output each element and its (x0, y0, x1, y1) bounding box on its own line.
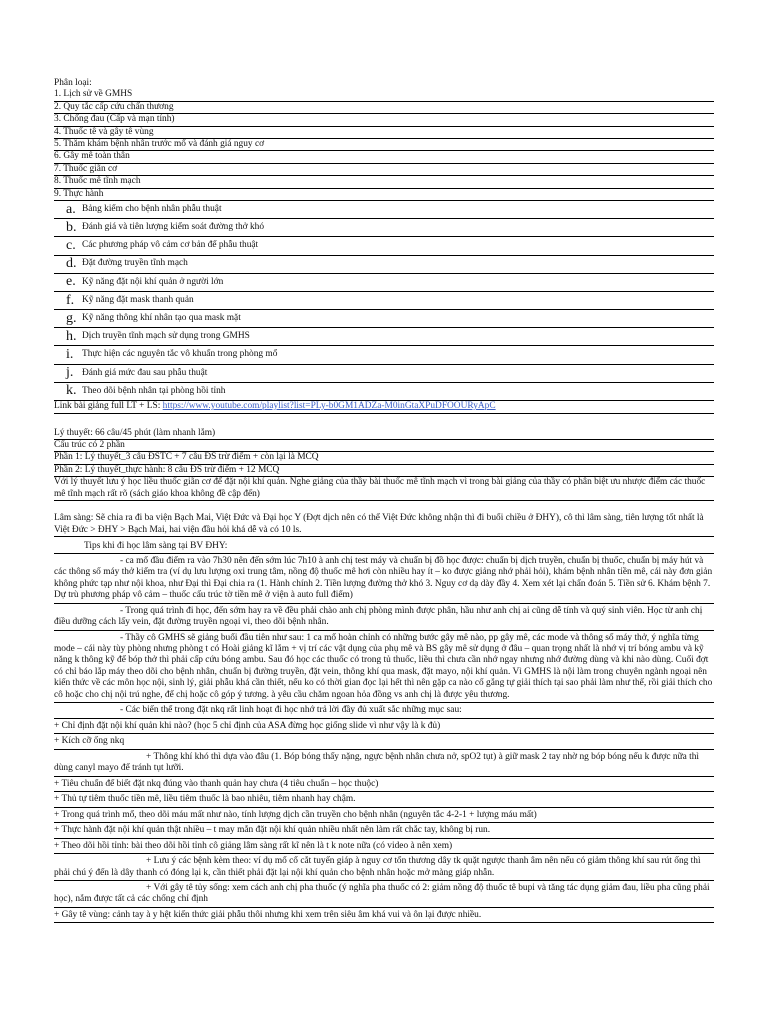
bullet-item: + Kích cỡ ống nkq (54, 734, 714, 749)
classification-list (54, 89, 714, 201)
sub-item-text: Dịch truyền tĩnh mạch sử dụng trong GMHS (82, 331, 250, 342)
sub-item-text: Kỹ năng thông khí nhân tạo qua mask mặt (82, 312, 241, 323)
list-item: 4. Thuốc tê và gây tê vùng (54, 127, 714, 139)
lecture-link-line (54, 401, 714, 413)
practice-sublist (54, 201, 714, 401)
bullet-item: + Thông khí khó thì dựa vào đâu (1. Bóp bóng thấy nặng, ngực bệnh nhân chưa nở, spO2 tụt) à giữ mask 2 tay nhờ ng bóp bóng nếu k được nữa thì dùng canyl mayo để tránh tụt lưỡi. (54, 750, 714, 777)
clinical-intro: Lâm sàng: Sẽ chia ra đi ba viện Bạch Mai, Việt Đức và Đại học Y (Đợt dịch nên có thể Việt Đức không nhận thì đi buổi chiều ở ĐHY), cô thì lâm sàng, tiên lượng tốt nhất là Việt Đức > ĐHY > Bạch Mai, hai viện đầu hỏi khá dễ và có 10 ls. (54, 513, 714, 537)
sub-item (54, 219, 714, 237)
sub-item (54, 237, 714, 255)
sub-item-text: Bảng kiểm cho bệnh nhân phẫu thuật (82, 203, 222, 214)
list-item: 8. Thuốc mê tĩnh mạch (54, 176, 714, 188)
bullet-item: + Chỉ định đặt nội khí quản khi nào? (học 5 chỉ định của ASA đừng học giống slide vì như vậy là k đủ) (54, 719, 714, 734)
sub-item-letter: g. (66, 310, 77, 326)
sub-item-text: Các phương pháp vô cảm cơ bản để phẫu thuật (82, 240, 259, 251)
sub-item-text: Theo dõi bệnh nhân tại phòng hồi tỉnh (82, 385, 226, 396)
sub-item-letter: e. (66, 274, 76, 290)
sub-item-letter: d. (66, 256, 77, 272)
bullet-item: + Gây tê vùng: cảnh tay à y hệt kiến thức giải phẫu thôi nhưng khi xem trên siêu âm khá vui và ôn lại được nhiều. (54, 908, 714, 923)
sub-item (54, 201, 714, 219)
sub-item (54, 256, 714, 274)
tip-paragraph-3: - Thầy cô GMHS sẽ giảng buổi đầu tiên như sau: 1 ca mổ hoàn chỉnh có những bước gây mê nào, pp gây mê, các mode và thông số máy thở, ý nghĩa từng mode – cái này tùy phòng nhưng phòng t có Hoài giảng kĩ lắm + vị trí các vật dụng của phụ mê và BS gây mê sử dụng ở đâu – quan trọng nhất là nhớ vị trí bóng ambu và kỹ năng k thông kỹ để bóp thở thì phải cấp cứu bóng ambu. Sau đó học các thuốc có trong tủ thuốc, liều thì chưa cần nhớ ngay nhưng nhớ đường dùng và khi nào dùng. Cuối đợt có chỉ báo lắp máy theo dõi cho bệnh nhân, chuẩn bị đường truyền, đặt vein, thông khí qua mask, đặt mayo, nội khí quản. Vì GMHS là nội làm trong chuyên ngành ngoại nên kiến thức về các môn học nội, sinh lý, giải phẫu khá cần thiết, nếu ko có thời gian đọc lại hết thì nên gặp ca nào cố gắng tự giải thích tại sao phải làm như thế, rồi giải thích cho cô hoặc cho chị nội trú nghe, để chị hoặc cô góp ý tương. à yêu cầu chăm ngoan hỏa đồng vs anh chị là được yêu thương. (54, 631, 714, 704)
sub-item-letter: b. (66, 219, 77, 235)
sub-item (54, 346, 714, 364)
lecture-playlist-link[interactable]: https://www.youtube.com/playlist?list=PLy-b0GM1ADZa-M0inGtaXPuDFOOURyApC (162, 401, 496, 412)
theory-note: Với lý thuyết lưu ý học liều thuốc giãn cơ để đặt nội khí quản. Nghe giảng của thầy bài thuốc mê tĩnh mạch vì trong bài giảng của thầy có phân biệt ưu nhược điểm các thuốc mê tĩnh mạch rất rõ (sách giáo khoa không đề cập đến) (54, 477, 714, 501)
sub-item-text: Thực hiện các nguyên tắc vô khuẩn trong phòng mổ (82, 349, 278, 360)
list-item: 7. Thuốc giãn cơ (54, 164, 714, 176)
tips-title: Tips khi đi học lâm sàng tại BV ĐHY: (54, 537, 714, 553)
document-page (54, 78, 714, 923)
bullet-item: + Lưu ý các bệnh kèm theo: ví dụ mổ cổ cắt tuyến giáp à nguy cơ tổn thương dây tk quặt ngược thanh âm nên nếu có giảm thông khí sau rút ống thì phải chú ý đến là dây thanh có đóng lại k, cần thiết phải đặt lại nội khí quản cho bệnh nhân hoặc mở màng giáp nhẫn. (54, 854, 714, 881)
theory-part-1: Phần 1: Lý thuyết_3 câu ĐSTC + 7 câu ĐS trừ điểm + còn lại là MCQ (54, 452, 714, 464)
bullet-item: + Tiêu chuẩn để biết đặt nkq đúng vào thanh quản hay chưa (4 tiêu chuẩn – học thuộc) (54, 777, 714, 792)
theory-structure: Cấu trúc có 2 phần (54, 440, 714, 452)
classification-title: Phân loại: (54, 78, 92, 88)
sub-item (54, 383, 714, 401)
list-item: 2. Quy tắc cấp cứu chấn thương (54, 102, 714, 114)
theory-summary: Lý thuyết: 66 câu/45 phút (làm nhanh lắm) (54, 428, 714, 440)
sub-item-text: Đặt đường truyền tĩnh mạch (82, 258, 188, 269)
sub-item-text: Đánh giá mức đau sau phẫu thuật (82, 367, 208, 378)
theory-part-2: Phần 2: Lý thuyết_thực hành: 8 câu ĐS trừ điểm + 12 MCQ (54, 465, 714, 477)
list-item: 3. Chống đau (Cấp và mạn tính) (54, 114, 714, 126)
tip-paragraph-2: - Trong quá trình đi học, đến sớm hay ra về đều phải chào anh chị phòng mình được phân, hầu như anh chị ai cũng dễ tính và quý sinh viên. Học từ anh chị điều dưỡng cách lấy vein, đặt đường truyền ngoại vi, theo dõi bệnh nhân. (54, 604, 714, 631)
bullet-item: + Theo dõi hồi tỉnh: bài theo dõi hồi tỉnh cô giảng lâm sàng rất kĩ nên là t k note nữa (có video à nên xem) (54, 839, 714, 854)
sub-item-text: Kỹ năng đặt mask thanh quản (82, 294, 194, 305)
sub-item (54, 292, 714, 310)
list-item: 9. Thực hành (54, 189, 714, 201)
sub-item-letter: c. (66, 237, 76, 253)
lecture-link-label: Link bài giảng full LT + LS: (54, 401, 163, 412)
bullet-item: + Trong quá trình mổ, theo dõi máu mất như nào, tính lượng dịch cần truyền cho bệnh nhân (nguyên tắc 4-2-1 + lượng máu mất) (54, 808, 714, 823)
list-item: 1. Lịch sử về GMHS (54, 89, 714, 101)
list-item: 5. Thăm khám bệnh nhân trước mổ và đánh giá nguy cơ (54, 139, 714, 151)
intubation-bullets (54, 719, 714, 924)
sub-item-text: Kỹ năng đặt nội khí quản ở người lớn (82, 276, 224, 287)
sub-item (54, 328, 714, 346)
list-item: 6. Gây mê toàn thân (54, 151, 714, 163)
tip-paragraph-1: - ca mổ đầu điểm ra vào 7h30 nên đến sớm lúc 7h10 à anh chị test máy và chuẩn bị đồ học được: chuẩn bị dịch truyền, chuẩn bị thuốc, chuẩn bị máy hút và các thông số máy thở kiểm tra (ví dụ lưu lượng oxi trung tâm, nồng độ thuốc mê hơi còn nhiều hay ít – ko được giảng nhớ phải hỏi), khám bệnh nhân tiền mê, cái này đơn giản không phức tạp như nội khoa, như Đại thì Đại chia ra (1. Hành chính 2. Tiền lượng đường thở khó 3. Nguy cơ dạ dày đầy 4. Xem xét lại chẩn đoán 5. Tiền sử 6. Khám bệnh 7. Dự trù phương pháp vô cảm – thuốc cấu trúc tờ tiền mê ở viện à auto full điểm) (54, 554, 714, 604)
sub-item (54, 310, 714, 328)
sub-item-letter: f. (66, 292, 75, 308)
sub-item-letter: a. (66, 201, 76, 217)
tip-paragraph-4: - Các biến thể trong đặt nkq rất linh hoạt đi học nhớ trả lời đầy đủ xuất sắc những mục sau: (54, 703, 714, 718)
sub-item (54, 274, 714, 292)
bullet-item: + Với gây tê tủy sống: xem cách anh chị pha thuốc (ý nghĩa pha thuốc có 2: giảm nồng độ thuốc tê bupi và tăng tác dụng giảm đau, liều pha cũng phải học), nắm được tất cả các chống chỉ định (54, 881, 714, 908)
sub-item-letter: j. (66, 365, 74, 381)
bullet-item: + Thủ tự tiêm thuốc tiền mê, liều tiêm thuốc là bao nhiêu, tiêm nhanh hay chậm. (54, 792, 714, 807)
sub-item (54, 365, 714, 383)
sub-item-letter: h. (66, 328, 77, 344)
sub-item-letter: i. (66, 347, 74, 363)
sub-item-text: Đánh giá và tiên lượng kiểm soát đường thở khó (82, 222, 265, 233)
sub-item-letter: k. (66, 383, 77, 399)
bullet-item: + Thực hành đặt nội khí quản thật nhiều – t may mắn đặt nội khí quản nhiều nhất nên làm rất chắc tay, không bị run. (54, 823, 714, 838)
